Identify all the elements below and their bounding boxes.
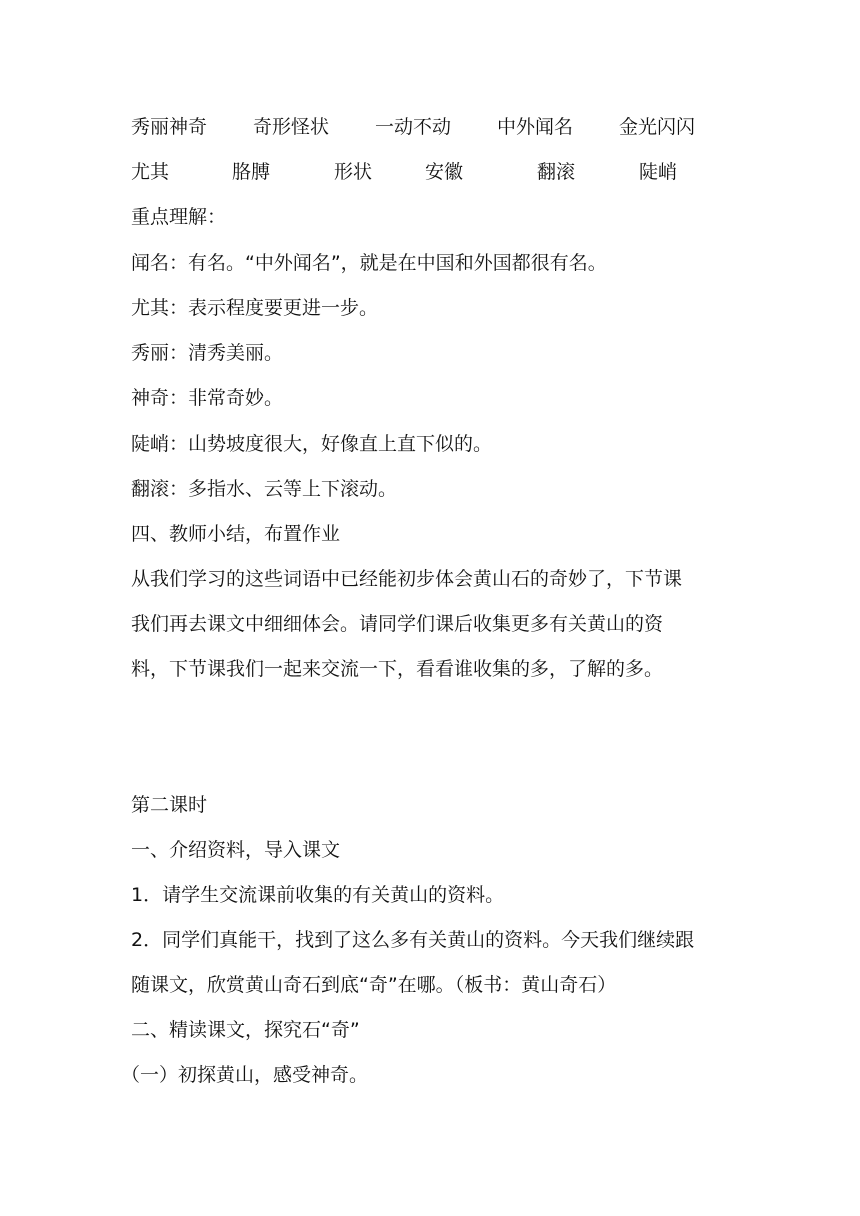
vocab-word: 翻滚	[537, 161, 576, 183]
vocab-word: 胳膊	[232, 161, 271, 183]
vocab-word: 安徽	[425, 161, 464, 183]
paragraph-line: 从我们学习的这些词语中已经能初步体会黄山石的奇妙了，下节课	[131, 568, 683, 590]
subsection-heading: （一）初探黄山，感受神奇。	[121, 1064, 369, 1086]
vocab-word: 形状	[334, 161, 373, 183]
vocab-word: 中外闻名	[497, 116, 574, 138]
vocab-word: 秀丽神奇	[131, 116, 208, 138]
paragraph-line: 我们再去课文中细细体会。请同学们课后收集更多有关黄山的资	[131, 613, 664, 635]
section-heading: 一、介绍资料，导入课文	[131, 839, 341, 861]
vocab-row-1	[0, 115, 860, 139]
lesson-title: 第二课时	[131, 794, 208, 816]
vocab-word: 金光闪闪	[619, 116, 696, 138]
definition-line: 神奇：非常奇妙。	[131, 387, 284, 409]
vocab-word: 一动不动	[375, 116, 452, 138]
definition-line: 翻滚：多指水、云等上下滚动。	[131, 478, 398, 500]
section-heading: 四、教师小结，布置作业	[131, 523, 341, 545]
section-heading: 二、精读课文，探究石“奇”	[131, 1019, 360, 1041]
definition-line: 陡峭：山势坡度很大，好像直上直下似的。	[131, 433, 493, 455]
definition-line: 尤其：表示程度要更进一步。	[131, 297, 379, 319]
vocab-word: 尤其	[131, 161, 170, 183]
key-understanding-heading: 重点理解：	[131, 206, 227, 228]
numbered-item: 2．同学们真能干，找到了这么多有关黄山的资料。今天我们继续跟	[131, 929, 695, 951]
numbered-item: 1．请学生交流课前收集的有关黄山的资料。	[131, 884, 505, 906]
vocab-word: 陡峭	[639, 161, 678, 183]
definition-line: 秀丽：清秀美丽。	[131, 342, 284, 364]
definition-line: 闻名：有名。“中外闻名”，就是在中国和外国都很有名。	[131, 252, 607, 274]
paragraph-line: 料，下节课我们一起来交流一下，看看谁收集的多，了解的多。	[131, 658, 664, 680]
vocab-row-2	[0, 160, 860, 184]
numbered-item-continuation: 随课文，欣赏黄山奇石到底“奇”在哪。（板书：黄山奇石）	[131, 974, 617, 996]
vocab-word: 奇形怪状	[253, 116, 330, 138]
